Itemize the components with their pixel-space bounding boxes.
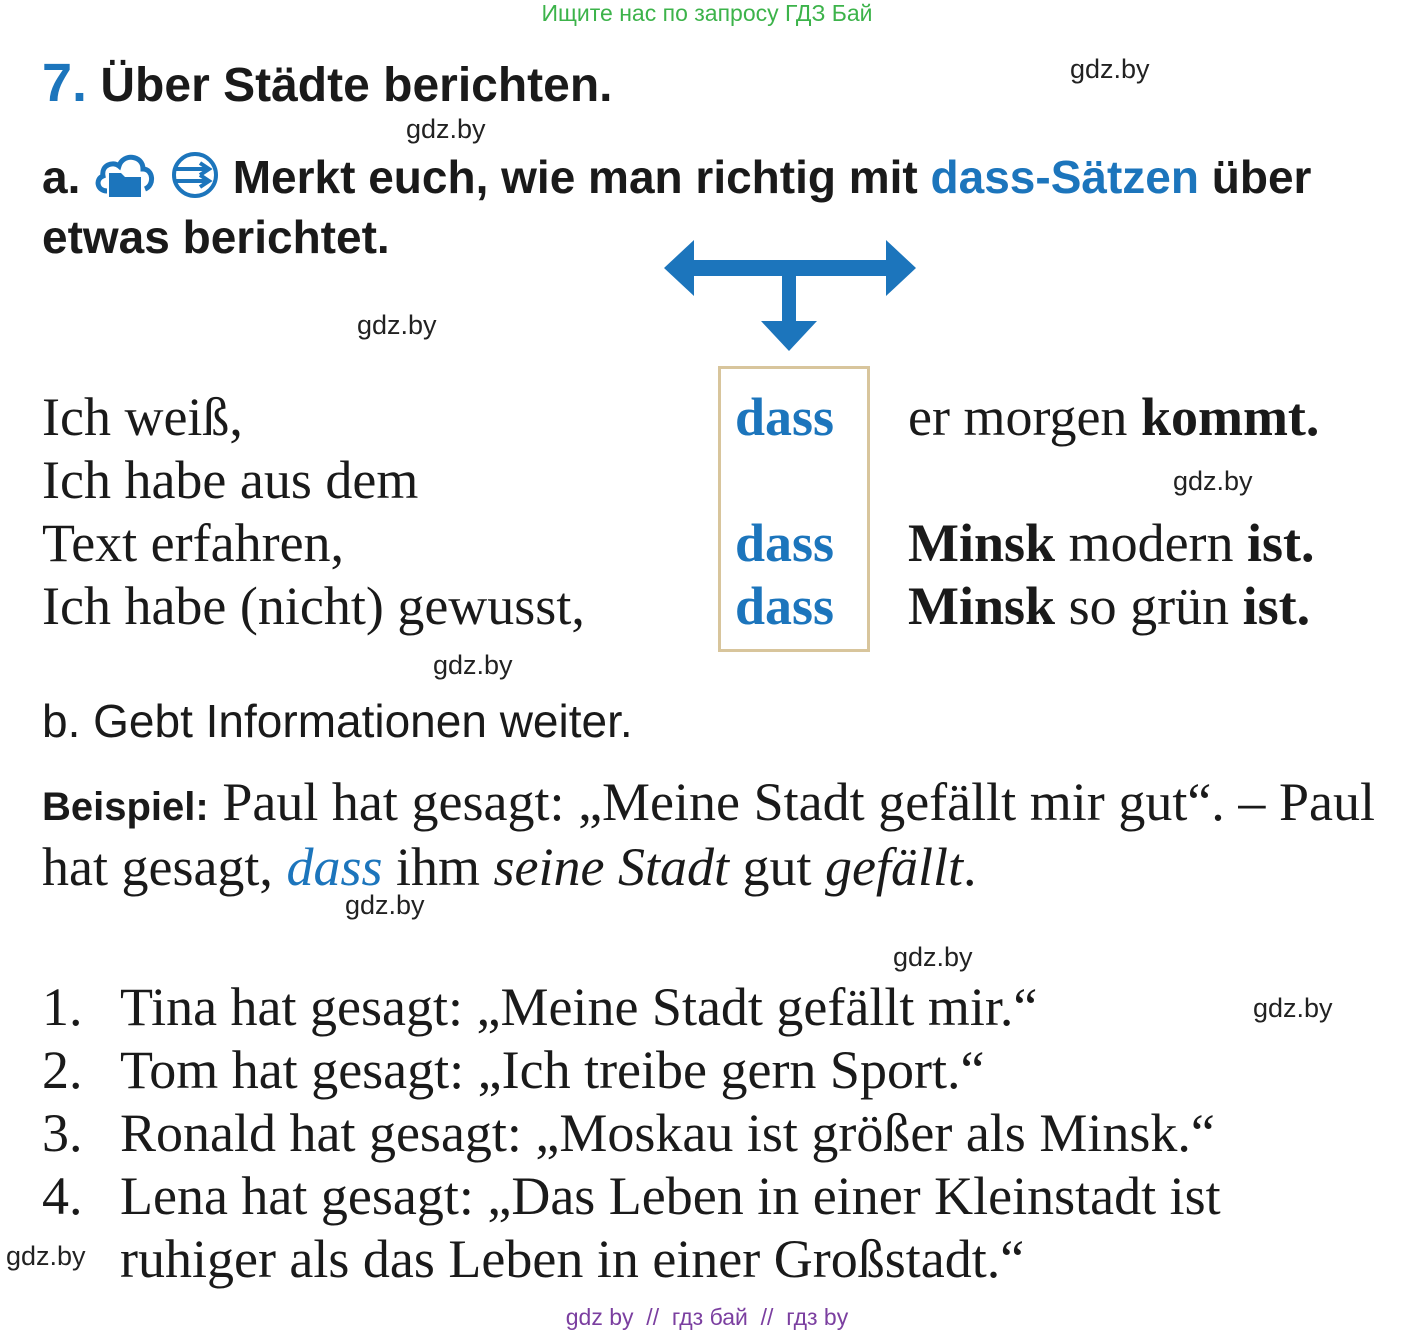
watermark: gdz.by	[433, 650, 513, 680]
watermark: gdz.by	[893, 942, 973, 972]
row-right: Minsk modern ist.	[908, 513, 1315, 573]
row-left: Ich weiß,	[42, 387, 243, 447]
list-item: 2. Tom hat gesagt: „Ich treibe gern Sport.“	[42, 1040, 985, 1100]
exercise-number: 7.	[42, 53, 88, 113]
exercise-heading	[42, 52, 613, 114]
watermark: gdz.by	[1070, 54, 1150, 84]
row-dass: dass	[735, 576, 835, 636]
dass-saetze-highlight: dass-Sätzen	[930, 151, 1199, 203]
top-banner: Ищите нас по запросу ГДЗ Бай	[541, 0, 873, 26]
row-right: Minsk so grün ist.	[908, 576, 1311, 636]
exercise-title: Über Städte berichten.	[100, 59, 613, 112]
branch-arrow-icon	[664, 238, 918, 354]
row-left: Ich habe (nicht) gewusst,	[42, 576, 585, 636]
example-label: Beispiel:	[42, 785, 209, 829]
list-item-continuation: ruhiger als das Leben in einer Großstadt.“	[120, 1229, 1025, 1289]
part-a-instruction-line2: etwas berichtet.	[42, 211, 390, 263]
watermark: gdz.by	[6, 1241, 86, 1271]
row-dass: dass	[735, 387, 835, 447]
row-left: Text erfahren,	[42, 513, 345, 573]
watermark: gdz.by	[345, 890, 425, 920]
list-item: 3. Ronald hat gesagt: „Moskau ist größer als Minsk.“	[42, 1103, 1215, 1163]
list-item: 4. Lena hat gesagt: „Das Leben in einer Kleinstadt ist	[42, 1166, 1221, 1226]
watermark: gdz.by	[406, 114, 486, 144]
row-right: er morgen kommt.	[908, 387, 1320, 447]
cloud-folder-icon	[93, 151, 157, 199]
footer: gdz by // гдз бай // гдз by	[565, 1304, 849, 1330]
watermark: gdz.by	[1173, 466, 1253, 496]
part-a-instruction: a. Merkt euch, wie man richtig mit dass-Sätzen über	[42, 151, 1312, 203]
example-paragraph: Beispiel: Paul hat gesagt: „Meine Stadt gefällt mir gut“. – Paul hat gesagt, dass ihm seine Stadt gut gefällt.	[42, 772, 1376, 897]
part-b-title: b. Gebt Informationen weiter.	[42, 695, 633, 747]
watermark: gdz.by	[357, 310, 437, 340]
row-left: Ich habe aus dem	[42, 450, 419, 510]
part-a-letter: a.	[42, 151, 81, 203]
watermark: gdz.by	[1253, 993, 1333, 1023]
list-item: 1. Tina hat gesagt: „Meine Stadt gefällt mir.“	[42, 977, 1038, 1037]
row-dass: dass	[735, 513, 835, 573]
arrows-circle-icon	[170, 151, 220, 199]
